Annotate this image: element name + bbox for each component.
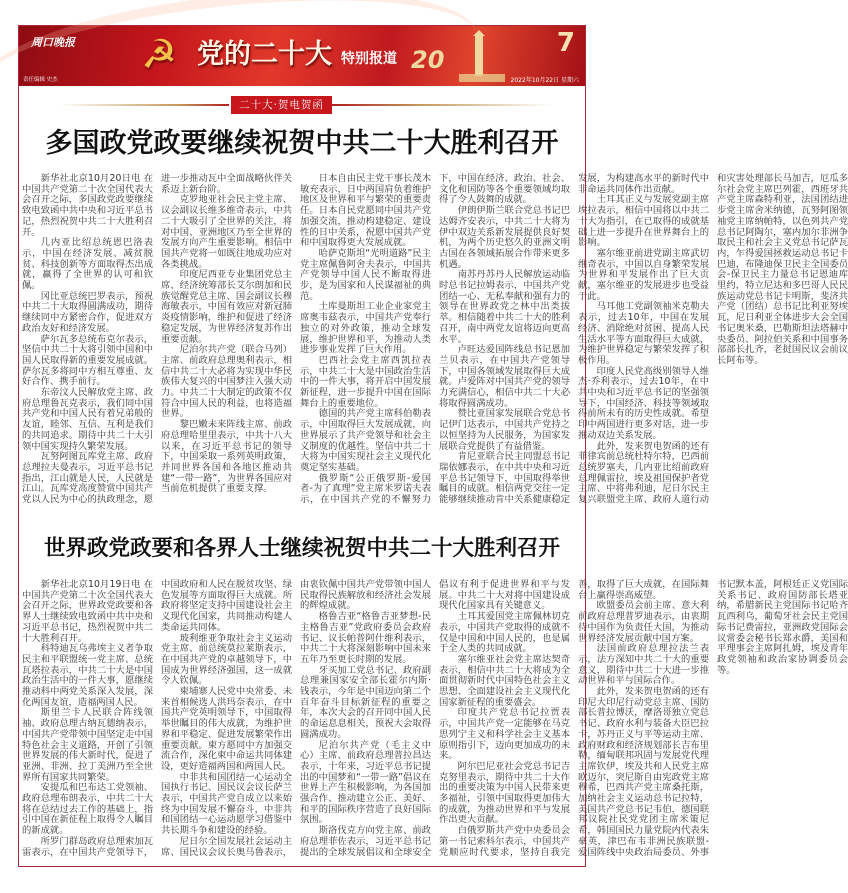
banner-title: 党的二十大 xyxy=(197,39,332,70)
article-paragraph: 巴西社会党主席西凯拉表示，中共二十大是中国政治生活中的一件大事，将开启中国发展新征程，进一步提升中国在国际舞台上的重要地位。 xyxy=(300,354,431,409)
article-paragraph: 此外，发来贺电贺函的还有印尼大印尼行动党总主席、国防部长普拉博沃，摩洛哥独立党总书记、政府水利与装备大臣巴拉卡，苏丹正义与平等运动主席、政府财政和经济规划部长吉布里勒，缅甸联邦巩固与发展党代理主席钦伊，埃及共和人民党主席欧迈尔，突尼斯自由宪政党主席穆希，巴西共产党主席桑托斯，加纳社会主义运动总书记拉特，美国共产党总书记韦伯，德国联邦议院社民党党团主席米策尼希，韩国国民力量党院内代表朱豪英，津巴布韦非洲民族联盟-爱国阵线中央政治局委员、外事书记默本盖，阿根廷正义党国际关系书记、政府国防部长塔亚纳，希腊新民主党国际书记哈齐瓦西利乌，葡萄牙社会民主党国际书记费雷拉，亚洲政党国际会议常委会秘书长郑永爵，美国和平理事会主席阿扎姆，埃及青年政党领袖和政治家协调委员会等。 xyxy=(578,579,848,858)
section-label-text: 二十大·贺电贺函 xyxy=(231,96,332,114)
article-paragraph: 瓦努阿图瓦库党主席、政府总理拉夫曼表示，习近平总书记指出，江山就是人民，人民就是江山。瓦库党高度赞赏中国共产党以人民为中心的执政理念，愿进一步推动瓦中全面战略伙伴关系迈上新台阶。 xyxy=(22,173,292,506)
article-paragraph: 俄罗斯“公正俄罗斯-爱国者-为了真理”党主席米罗诺夫表示，在中国共产党的不懈努力下，中国在经济、政治、社会、文化和国防等各个重要领域均取得了令人鼓舞的成就。 xyxy=(300,173,570,506)
hammer-sickle-icon: ☭ xyxy=(141,32,177,78)
page-number: 7 xyxy=(556,28,575,58)
article-paragraph: 土库曼斯坦工业企业家党主席奥韦兹表示，中国共产党奉行独立的对外政策，推动全球发展，维护世界和平，为推动人类进步事业发挥了巨大作用。 xyxy=(300,301,431,356)
editor-line: 责任编辑 史杰 xyxy=(23,77,58,83)
banner-subtitle: 特别报道 xyxy=(341,51,397,67)
article-paragraph: 新华社北京10月20日电 在中国共产党第二十次全国代表大会召开之际，多国政党政要继续致电致函中共中央和习近平总书记，热烈祝贺中共二十大胜利召开。 xyxy=(22,173,153,238)
article-paragraph: 德国的共产党主席科伯勒表示，中国取得巨大发展成就，向世界展示了共产党领导和社会主义制度的优越性。坚信中共二十大将为中国实现社会主义现代化奠定坚实基础。 xyxy=(300,408,431,473)
article-paragraph: 肯尼亚联合民主同盟总书记瑞依娜表示，在中共中央和习近平总书记领导下，中国取得举世瞩目的成就。相信两党交往一定能够继续推动肯中关系健康稳定发展，为构建高水平的新时代中非命运共同体作出贡献。 xyxy=(439,173,709,506)
article-paragraph: 萨尔瓦多总统布克尔表示，坚信中共二十大将引领中国和中国人民取得新的重要发展成就。萨尔瓦多将同中方相互尊重、友好合作、携手前行。 xyxy=(22,333,153,388)
article-paragraph: 日本自由民主党干事长茂木敏充表示，日中两国肩负着维护地区及世界和平与繁荣的重要责任。日本自民党愿同中国共产党加强交流，推动构建稳定、建设性的日中关系，祝愿中国共产党和中国取得更大发展成就。 xyxy=(300,173,431,249)
article-paragraph: 印度共产党总书记拉贾表示，中国共产党一定能够在马克思列宁主义和科学社会主义基本原则指引下，迈向更加成功的未来。 xyxy=(439,707,570,762)
article-paragraph: 牙买加工党总书记、政府副总理兼国家安全部长霍尔内斯·钱表示，今年是中国迈向第二个百年奋斗目标新征程的重要之年，本次大会的召开同中国人民的命运息息相关，预祝大会取得圆满成功。 xyxy=(300,664,431,740)
issue-date: 2022年10月22日 星期六 xyxy=(510,77,579,84)
article-paragraph: 印度尼西亚专业集团党总主席、经济统筹部长艾尔朗加和民族觉醒党总主席、国会副议长穆海敏表示，中国有效应对新冠肺炎疫情影响，维护和促进了经济稳定发展，为世界经济复苏作出重要贡献。 xyxy=(161,269,292,345)
congress-20-logo: 20 xyxy=(411,46,445,74)
article-paragraph: 此外，发来贺电贺函的还有菲律宾前总统杜特尔特，巴西前总统罗塞夫，几内亚比绍前政府总理佩雷拉，埃及祖国保护者党主席、中将弗利迪，尼日尔民主复兴联盟党主席、政府人道行动和灾害处理部长马加吉，厄瓜多尔社会党主席巴列霍，西班牙共产党主席森特利亚，法国团结进步党主席舍米纳德，瓦努阿图领袖党主席纳帕特，以色列共产党总书记阿陶尔，塞内加尔非洲争取民主和社会主义党总书记萨瓦内，乍得爱国拯救运动总书记卡巴迪，布隆迪保卫民主全国委员会-保卫民主力量总书记恩迪库里约，特立尼达和多巴哥人民民族运动党总书记卡明斯，斐济共产党（团结）总书记比利亚努埃瓦，尼日利亚全体进步大会全国书记奥米桑，巴勒斯坦法塔赫中央委员、阿拉伯关系和中国事务部部长扎齐，老挝国民议会前议长阿布等。 xyxy=(578,173,848,506)
article-paragraph: 尼泊尔共产党（联合马列）主席、前政府总理奥利表示，相信中共二十大必将为实现中华民族伟大复兴的中国梦注入强大动力。中共二十大制定的政策不仅符合中国人民的利益，也将造福世界。 xyxy=(161,344,292,420)
article-paragraph: 科特迪瓦乌弗埃主义者争取民主和平联盟统一党主席、总统瓦塔拉表示，中共二十大是中国政治生活中的一件大事，愿继续推动科中两党关系深入发展，深化两国友谊，造福两国人民。 xyxy=(22,643,153,708)
article-paragraph: 所罗门群岛政府总理索加瓦雷表示，在中国共产党领导下，中国政府和人民在脱贫攻坚、绿色发展等方面取得巨大成就。所政府将坚定支持中国建设社会主义现代化国家，共同推动构建人类命运共同体。 xyxy=(22,579,292,858)
article-paragraph: 新华社北京10月19日电 在中国共产党第二十次全国代表大会召开之际，世界政党政要和各界人士继续致电致函中共中央和习近平总书记，热烈祝贺中共二十大胜利召开。 xyxy=(22,579,153,644)
newspaper-logo: 周口晚报 xyxy=(31,36,75,49)
divider xyxy=(332,104,552,106)
article-paragraph: 冈比亚总统巴罗表示，预祝中共二十大取得圆满成功，期待继续同中方紧密合作，促进双方政治友好和经济发展。 xyxy=(22,290,153,334)
article-paragraph: 几内亚比绍总统恩巴洛表示，中国在经济发展、减贫脱贫、科技创新等方面取得杰出成就，赢得了全世界的认可和钦佩。 xyxy=(22,237,153,292)
article-paragraph: 黎巴嫩未来阵线主席、前政府总理哈里里表示，中共十八大以来，在习近平总书记的领导下，中国采取一系列英明政策，并同世界各国和各地区推动共建“一带一路”，为世界各国应对当前危机提供了重要支撑。 xyxy=(161,419,292,495)
article-paragraph: 斯里兰卡人民联合阵线领袖、政府总理古纳瓦德纳表示，中国共产党带领中国坚定走中国特色社会主义道路，开创了引领世界发展的伟大新时代，促进了亚洲、非洲、拉丁美洲乃至全世界所有国家共同繁荣。 xyxy=(22,707,153,783)
article-paragraph: 格鲁吉亚“格鲁吉亚梦想-民主格鲁吉亚”党政府委员会政府书记、议长帕普阿什维利表示，中共二十大将深刻影响中国未来五年乃至更长时期的发展。 xyxy=(300,611,431,665)
article-1-headline: 多国政党政要继续祝贺中共二十大胜利召开 xyxy=(45,128,559,159)
article-paragraph: 印度人民党高级别领导人维杰·乔利表示，过去10年，在中共中央和习近平总书记的坚强领导下，中国经济、科技等领域取得前所未有的历史性成就。希望印中两国进行更多对话，进一步推动双边关系发展。 xyxy=(578,365,709,441)
article-paragraph: 尼泊尔共产党（毛主义中心）主席、前政府总理普拉昌达表示，十年来，习近平总书记提出的中国梦和“一带一路”倡议在世界上产生积极影响，为各国加强合作、推动建立公正、美好、和平的国际秩序营造了良好国际氛围。 xyxy=(300,739,431,826)
article-paragraph: 赞比亚国家发展联合党总书记伊门达表示，中国共产党持之以恒坚持为人民服务，为国家发展联合党提供了有益借鉴。 xyxy=(439,408,570,452)
article-paragraph: 马耳他工党副领袖米克勒夫表示，过去10年，中国在发展经济、消除绝对贫困、提高人民生活水平等方面取得巨大成就，为维护世界稳定与繁荣发挥了积极作用。 xyxy=(578,301,709,366)
article-paragraph: 卢旺达爱国阵线总书记恩加兰贝表示，在中国共产党领导下，中国各领域发展取得巨大成就。卢爱阵对中国共产党的领导力充满信心，相信中共二十大必将取得圆满成功。 xyxy=(439,344,570,409)
article-2-body xyxy=(22,579,848,868)
article-paragraph: 东帝汶人民解放党主席、政府总理鲁瓦克表示，我们同中国共产党和中国人民有着兄弟般的友谊，睦邻、互信、互利是我们的共同追求。期待中共二十大引领中国实现持久繁荣发展。 xyxy=(22,387,153,452)
article-paragraph: 玻利维亚争取社会主义运动党主席、前总统莫拉莱斯表示，在中国共产党的卓越领导下，中国成为世界经济强国，这一成就令人钦佩。 xyxy=(161,632,292,687)
article-paragraph: 中非共和国团结一心运动全国执行书记、国民议会议长萨兰表示，中国共产党自成立以来始终为中国发展不懈奋斗，中非共和国团结一心运动愿学习借鉴中共长期斗争和建设的经验。 xyxy=(161,771,292,837)
article-paragraph: 塞尔维亚社会党主席达契奇表示，相信中共二十大将成为全面贯彻新时代中国特色社会主义思想、全面建设社会主义现代化国家新征程的重要盛会。 xyxy=(439,653,570,708)
newspaper-page xyxy=(18,25,848,867)
article-paragraph: 安提瓜和巴布达工党领袖、政府总理布朗表示，中共二十大将在总结过去工作的基础上，指引中国在新征程上取得令人瞩目的新成就。 xyxy=(22,782,153,837)
special-report-banner xyxy=(19,26,585,86)
article-paragraph: 尼日尔全国发展社会运动主席、国民议会议长奥马鲁表示，由衷钦佩中国共产党带领中国人民取得民族解放和经济社会发展的辉煌成就。 xyxy=(161,579,431,858)
article-paragraph: 阿尔巴尼亚社会党总书记吉克努里表示，期待中共二十大作出的重要决策为中国人民带来更多福祉，引领中国取得更加伟大的成就，为推动世界和平与发展作出更大贡献。 xyxy=(439,760,570,826)
article-paragraph: 欧盟委员会前主席、意大利前政府总理普罗迪表示，由衷期待中国作为负责任大国，为推动世界经济发展贡献中国方案。 xyxy=(578,600,709,644)
article-paragraph: 南苏丹苏丹人民解放运动临时总书记拉姆表示，中国共产党团结一心、无私奉献和强有力的领导在世界政党之林中出类拔萃。相信随着中共二十大的胜利召开，南中两党友谊将迈向更高水平。 xyxy=(439,269,570,345)
article-paragraph: 法国前政府总理拉法兰表示，法方深知中共二十大的重要意义，期待中共二十大进一步推动世界和平与国际合作。 xyxy=(578,643,709,687)
article-paragraph: 斯洛伐克方向党主席、前政府总理菲佐表示，习近平总书记提出的全球发展倡议和全球安全倡议有利于促进世界和平与发展。中共二十大对将中国建设成现代化国家具有关键意义。 xyxy=(300,579,570,858)
section-label xyxy=(19,96,585,114)
divider xyxy=(59,104,229,106)
article-paragraph: 土耳其正义与发展党副主席埃拉表示，相信中国将以中共二十大为指引，在已取得的成就基础上进一步提升在世界舞台上的影响。 xyxy=(578,194,709,249)
article-paragraph: 塞尔维亚前进党副主席武切维奇表示，中国以自身繁荣发展为世界和平发展作出了巨大贡献，塞尔维亚的发展进步也受益于此。 xyxy=(578,247,709,302)
article-paragraph: 伊朗伊斯兰联合党总书记巴达姆齐安表示，中共二十大将为伊中双边关系新发展提供良好契机，为两个历史悠久的亚洲文明古国在各领域拓展合作带来更多机遇。 xyxy=(439,205,570,270)
article-paragraph: 柬埔寨人民党中央常委、未来首相候选人洪玛奈表示，在中国共产党英明领导下，中国取得举世瞩目的伟大成就，为维护世界和平稳定、促进发展繁荣作出重要贡献。柬方愿同中方加强交流合作，深化柬中命运共同体建设，更好造福两国和两国人民。 xyxy=(161,686,292,772)
article-paragraph: 白俄罗斯共产党中央委员会第一书记索科尔表示，中国共产党顺应时代要求，坚持自我完善，取得了巨大成就，在国际舞台上赢得崇高威望。 xyxy=(439,579,709,858)
article-1-body xyxy=(22,173,848,507)
article-paragraph: 土耳其爱国党主席佩林切克表示，中国共产党取得的成就不仅是中国和中国人民的，也是属于全人类的共同成就。 xyxy=(439,611,570,655)
article-paragraph: 克罗地亚社会民主党主席、议会副议长维多维奇表示，中共二十大吸引了全世界的关注，将对中国、亚洲地区乃至全世界的发展方向产生重要影响。相信中国共产党将一如既往地成功应对各类挑战。 xyxy=(161,194,292,270)
article-paragraph: 哈萨克斯坦“光明道路”民主党主席佩鲁阿舍夫表示，中国共产党领导中国人民不断取得进步，是为国家和人民谋福祉的典范。 xyxy=(300,247,431,302)
article-2-headline: 世界政党政要和各界人士继续祝贺中共二十大胜利召开 xyxy=(43,536,560,561)
monument-icon xyxy=(449,30,509,86)
